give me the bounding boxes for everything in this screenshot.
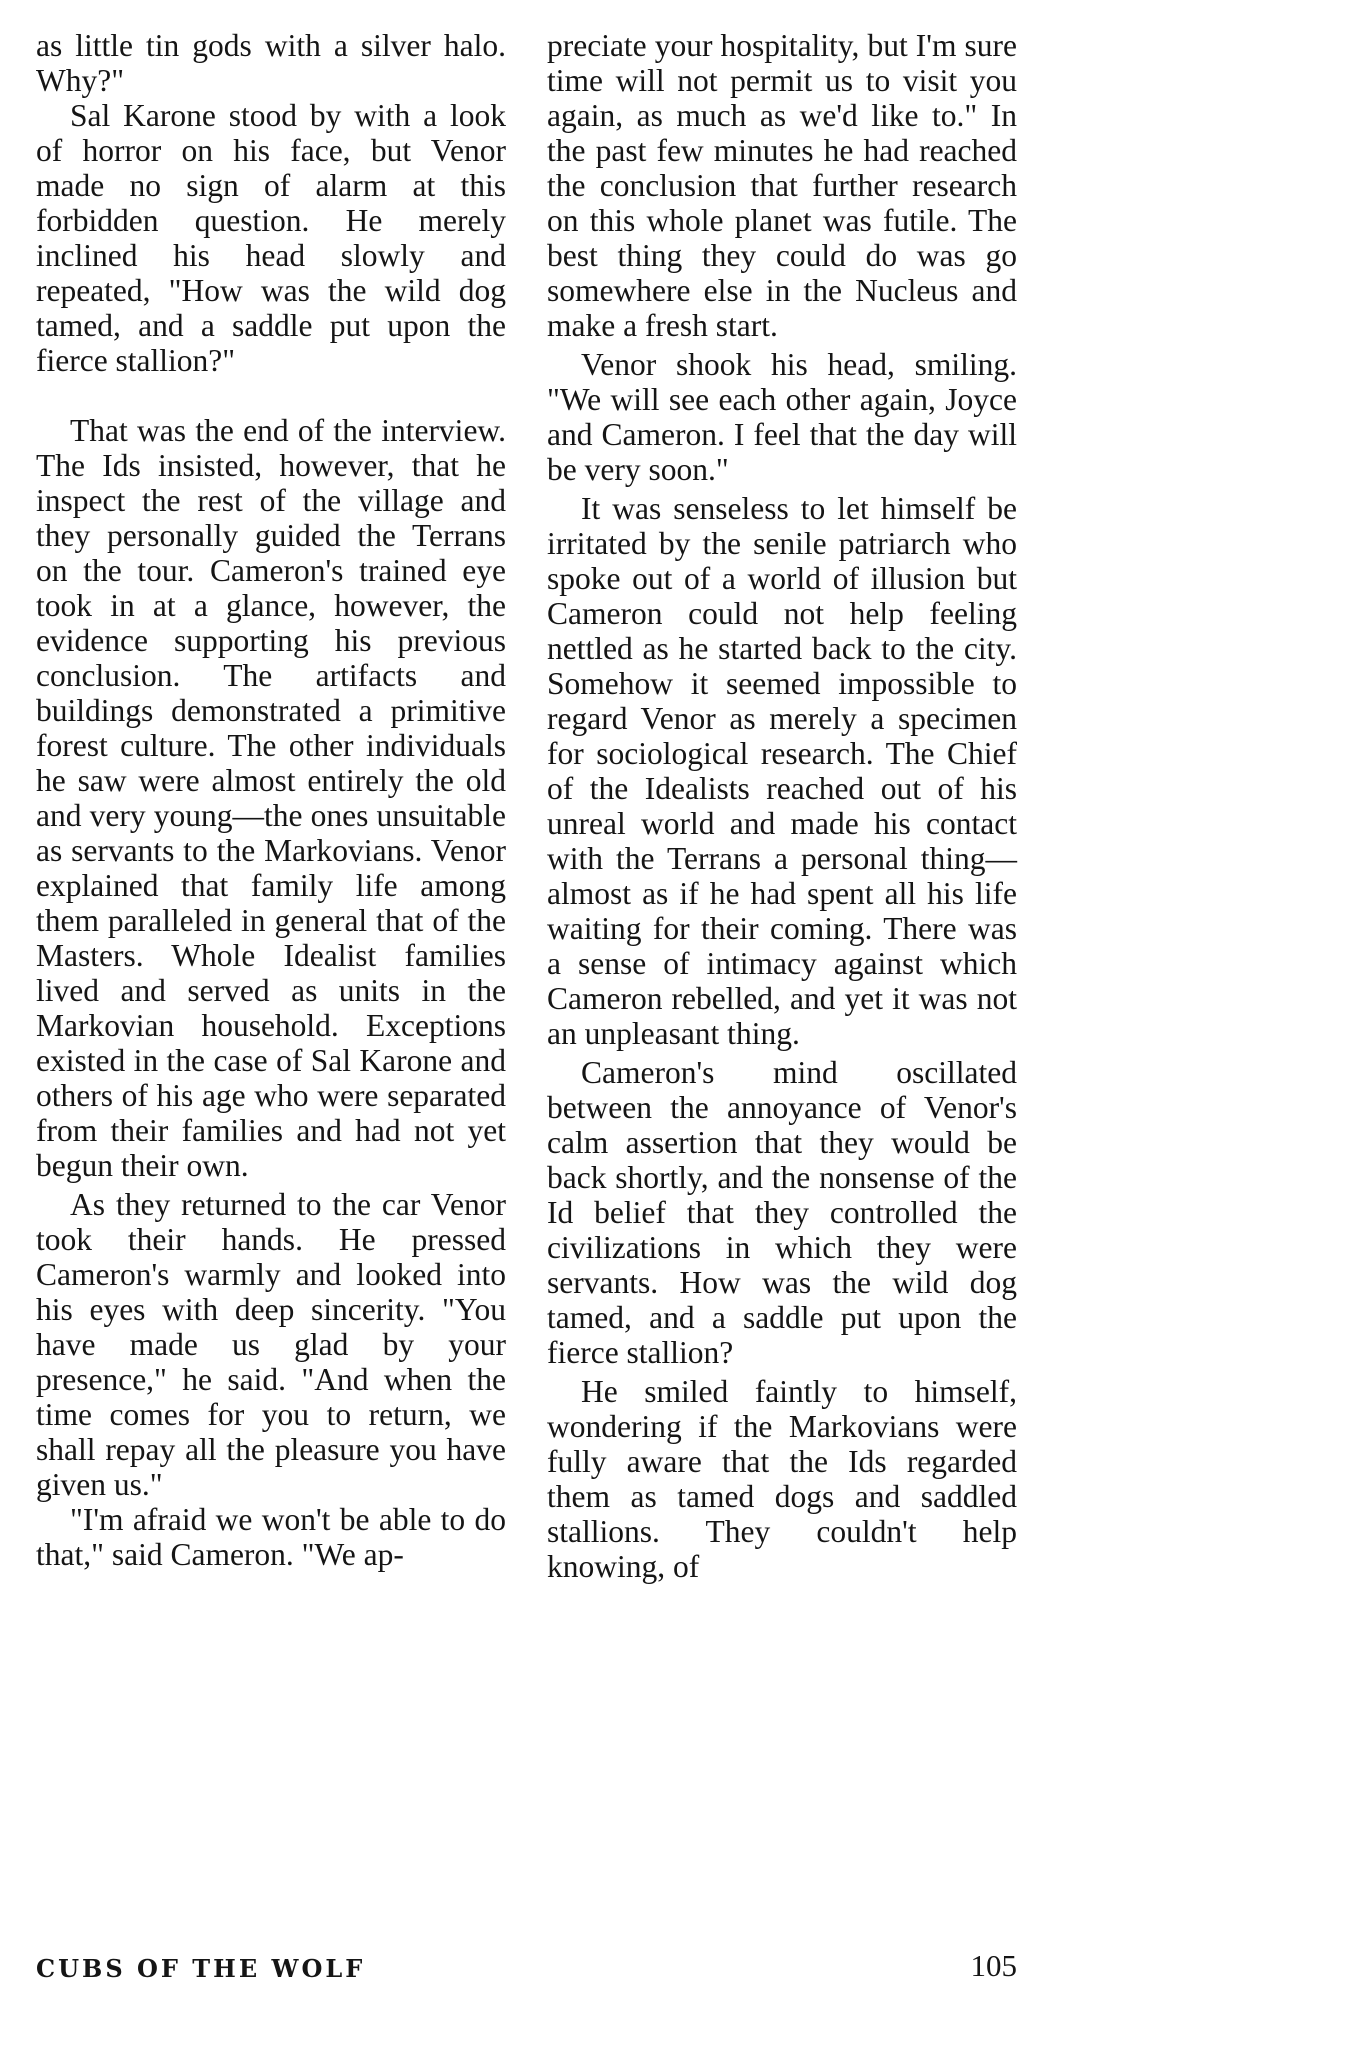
- paragraph: "I'm afraid we won't be able to do that," said Cameron. "We ap-: [36, 1502, 506, 1572]
- left-column: [36, 28, 506, 1572]
- paragraph: He smiled faintly to himself, wondering if the Markovians were fully aware that the Ids regarded them as tamed dogs and saddled stallions. They couldn't help knowing, of: [547, 1374, 1017, 1584]
- page-number: 105: [970, 1948, 1017, 1983]
- paragraph: It was senseless to let himself be irritated by the senile patriarch who spoke out of a world of illusion but Cameron could not help feeling nettled as he started back to the city. Somehow it seemed impossible to regard Venor as merely a specimen for sociological research. The Chief of the Idealists reached out of his unreal world and made his contact with the Terrans a personal thing—almost as if he had spent all his life waiting for their coming. There was a sense of intimacy against which Cameron rebelled, and yet it was not an unpleasant thing.: [547, 491, 1017, 1051]
- paragraph: as little tin gods with a silver halo. Why?": [36, 28, 506, 98]
- paragraph: That was the end of the interview. The Ids insisted, however, that he inspect the rest of the village and they personally guided the Terrans on the tour. Cameron's trained eye took in at a glance, however, the evidence supporting his previous conclusion. The artifacts and buildings demonstrated a primitive forest culture. The other individuals he saw were almost entirely the old and very young—the ones unsuitable as servants to the Markovians. Venor explained that family life among them paralleled in general that of the Masters. Whole Idealist families lived and served as units in the Markovian household. Exceptions existed in the case of Sal Karone and others of his age who were separated from their families and had not yet begun their own.: [36, 413, 506, 1183]
- paragraph: Cameron's mind oscillated between the annoyance of Venor's calm assertion that they would be back shortly, and the nonsense of the Id belief that they controlled the civilizations in which they were servants. How was the wild dog tamed, and a saddle put upon the fierce stallion?: [547, 1055, 1017, 1370]
- paragraph: Venor shook his head, smiling. "We will see each other again, Joyce and Cameron. I feel that the day will be very soon.": [547, 347, 1017, 487]
- right-column: [547, 28, 1017, 1584]
- page-footer: [36, 1948, 1017, 1988]
- paragraph: Sal Karone stood by with a look of horror on his face, but Venor made no sign of alarm at this forbidden question. He merely inclined his head slowly and repeated, "How was the wild dog tamed, and a saddle put upon the fierce stallion?": [36, 98, 506, 378]
- running-title: CUBS OF THE WOLF: [36, 1954, 366, 1983]
- paragraph: preciate your hospitality, but I'm sure time will not permit us to visit you again, as much as we'd like to." In the past few minutes he had reached the conclusion that further research on this whole planet was futile. The best thing they could do was go somewhere else in the Nucleus and make a fresh start.: [547, 28, 1017, 343]
- paragraph: As they returned to the car Venor took their hands. He pressed Cameron's warmly and looked into his eyes with deep sincerity. "You have made us glad by your presence," he said. "And when the time comes for you to return, we shall repay all the pleasure you have given us.": [36, 1187, 506, 1502]
